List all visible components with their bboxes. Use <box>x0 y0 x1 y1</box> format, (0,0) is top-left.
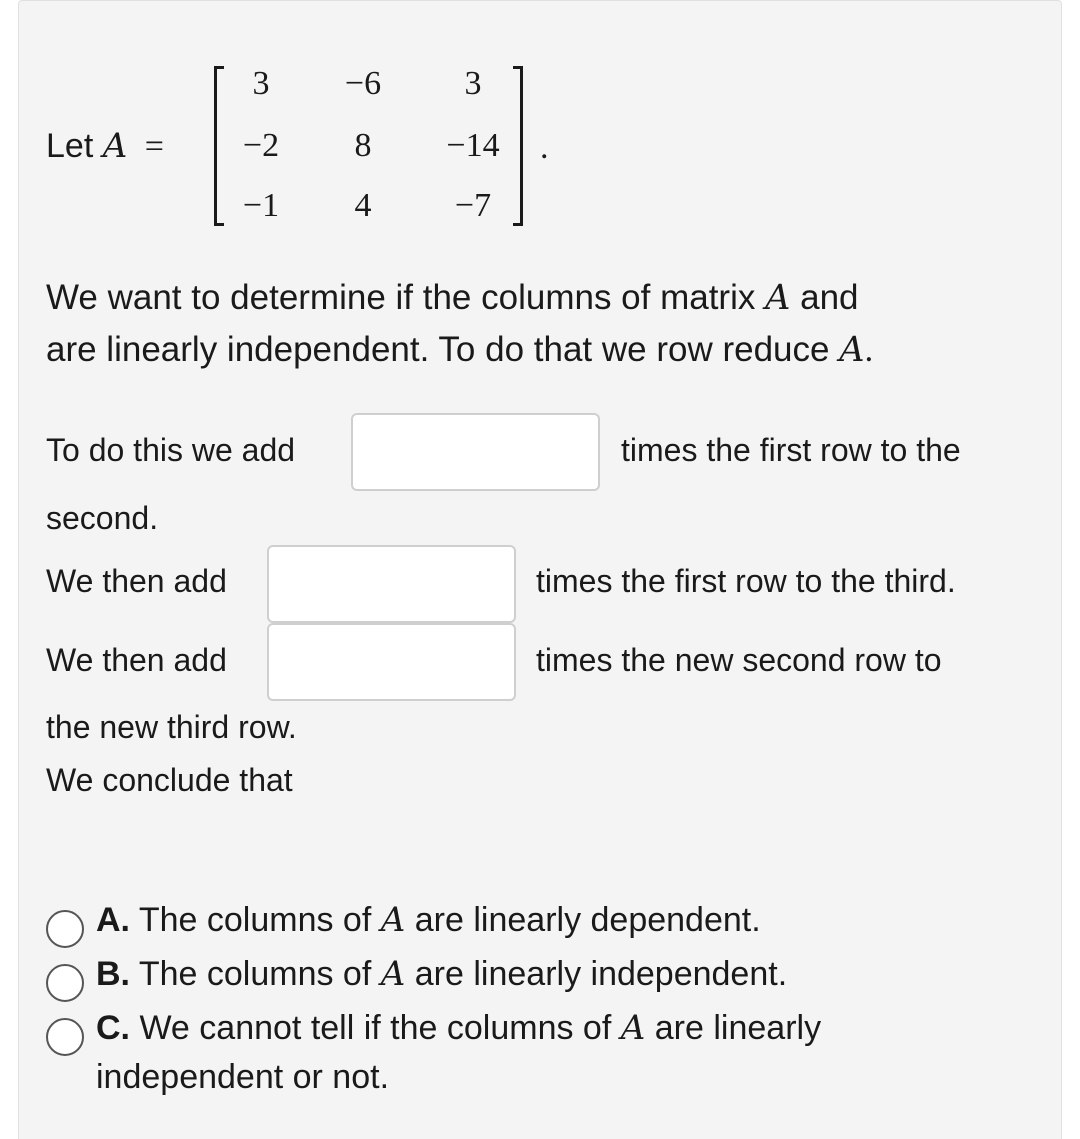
option-b-radio[interactable] <box>46 964 84 1002</box>
step2-multiplier-input[interactable] <box>267 545 516 623</box>
option-var: A <box>380 954 406 994</box>
step2-label: We then add <box>46 563 227 599</box>
option-a[interactable] <box>96 896 761 944</box>
option-text: We cannot tell if the columns of <box>139 1009 612 1047</box>
option-var: A <box>380 900 406 940</box>
intro-text: and <box>800 278 859 317</box>
option-text: are linearly dependent. <box>414 901 761 939</box>
option-c[interactable] <box>96 1004 821 1052</box>
step1-continuation: second. <box>46 500 159 536</box>
matrix-cell: 3 <box>252 65 270 102</box>
let-label: Let <box>46 127 94 165</box>
option-b[interactable] <box>96 950 787 998</box>
matrix-cell: 3 <box>464 65 482 102</box>
option-letter: C. <box>96 1009 130 1047</box>
matrix-cell: −1 <box>242 187 280 224</box>
intro-line-2 <box>46 330 873 370</box>
option-var: A <box>620 1008 646 1048</box>
step3-continuation: the new third row. <box>46 709 297 745</box>
step3-label: We then add <box>46 642 227 678</box>
step1-multiplier-input[interactable] <box>351 413 600 491</box>
step3-multiplier-input[interactable] <box>267 623 516 701</box>
intro-var: A <box>765 278 791 318</box>
step1-label: To do this we add <box>46 432 296 468</box>
intro-var: A <box>839 330 865 370</box>
conclusion-prompt: We conclude that <box>46 762 293 798</box>
intro-line-1 <box>46 278 859 318</box>
option-a-radio[interactable] <box>46 910 84 948</box>
matrix-cell: −14 <box>446 127 500 164</box>
matrix-cell: −7 <box>454 187 492 224</box>
matrix-name: A <box>102 126 128 166</box>
option-text: are linearly independent. <box>414 955 788 993</box>
option-text: are linearly <box>654 1009 822 1047</box>
intro-period: . <box>864 330 874 369</box>
let-statement <box>46 126 164 167</box>
option-c-radio[interactable] <box>46 1018 84 1056</box>
option-letter: B. <box>96 955 130 993</box>
option-text: The columns of <box>138 901 372 939</box>
equals-sign: = <box>144 128 164 165</box>
intro-text: We want to determine if the columns of matrix <box>46 278 756 317</box>
intro-text: are linearly independent. To do that we row reduce <box>46 330 830 369</box>
step1-suffix: times the first row to the <box>621 432 961 468</box>
matrix-cell: −2 <box>242 127 280 164</box>
matrix-cell: 4 <box>354 187 372 224</box>
matrix-cell: 8 <box>354 127 372 164</box>
matrix-period: . <box>540 129 549 166</box>
option-c-line2: independent or not. <box>96 1058 390 1096</box>
step3-suffix: times the new second row to <box>536 642 942 678</box>
option-letter: A. <box>96 901 130 939</box>
step2-suffix: times the first row to the third. <box>536 563 956 599</box>
option-text: The columns of <box>138 955 372 993</box>
matrix-cell: −6 <box>344 65 382 102</box>
